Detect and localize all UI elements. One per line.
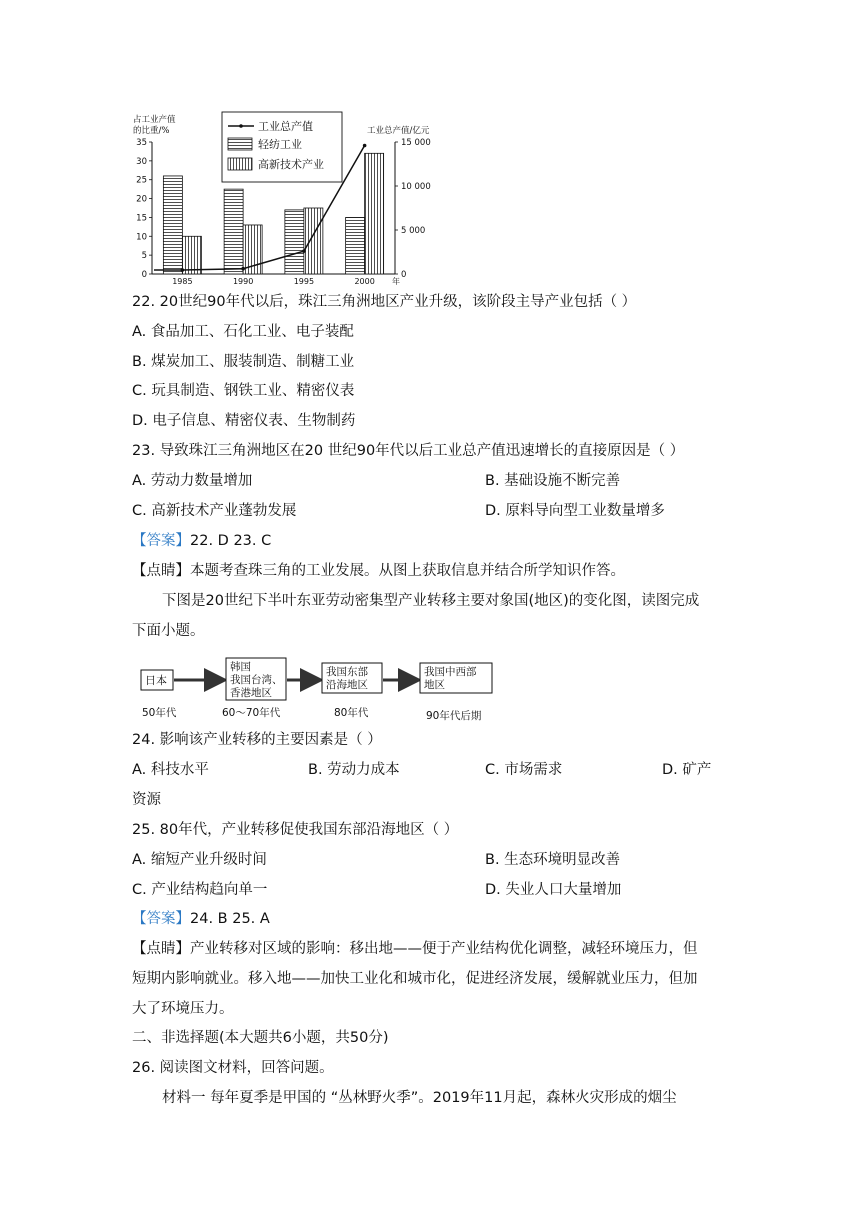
industry-chart-svg [130, 108, 450, 286]
right-tick-labels [395, 138, 431, 280]
left-tick-label: 0 [141, 270, 147, 280]
left-axis-label-2: 的比重/% [133, 126, 170, 136]
box-taiwan-label: 我国台湾、 [230, 674, 283, 686]
q25-option-d[interactable]: D. 失业人口大量增加 [485, 882, 622, 898]
output-point-1995 [302, 249, 306, 253]
era-label-90s: 90年代后期 [426, 710, 482, 721]
comment-tag: 【点睛】 [132, 563, 190, 579]
comment-text: 本题考查珠三角的工业发展。从图上获取信息并结合所学知识作答。 [190, 563, 625, 579]
box-korea-label: 韩国 [230, 661, 251, 673]
box-east-label-1: 我国东部 [326, 666, 368, 678]
legend-line-dot [239, 124, 243, 128]
x-unit-label: 年 [392, 277, 400, 286]
left-tick-label: 20 [136, 194, 147, 205]
comment-text: 产业转移对区域的影响：移出地——便于产业结构优化调整，减轻环境压力，但 [190, 941, 698, 957]
left-tick-label: 15 [136, 213, 147, 224]
q24-stem: 24. 影响该产业转移的主要因素是（ ） [132, 732, 382, 748]
left-tick-label: 5 [141, 251, 147, 262]
right-tick-label: 15 000 [401, 138, 431, 148]
box-cw-label-2: 地区 [424, 679, 445, 691]
legend-vpattern-swatch [228, 158, 252, 170]
q24-option-b[interactable]: B. 劳动力成本 [308, 762, 400, 778]
output-point-1985 [181, 268, 185, 272]
output-point-2000 [363, 144, 367, 148]
comment-24-25-line1 [132, 939, 698, 959]
box-japan-label: 日本 [145, 674, 167, 687]
q25-option-a[interactable]: A. 缩短产业升级时间 [132, 852, 267, 868]
left-tick-label: 10 [136, 232, 147, 243]
bar-textile-1990 [224, 189, 243, 274]
industry-chart [130, 108, 450, 286]
bar-textile-1985 [163, 176, 182, 274]
left-tick-label: 35 [136, 138, 147, 148]
q22-option-a[interactable]: A. 食品加工、石化工业、电子装配 [132, 324, 354, 340]
box-hk-label: 香港地区 [230, 687, 272, 699]
left-tick-label: 25 [136, 175, 147, 186]
answer-text: 22. D 23. C [190, 533, 272, 549]
x-tick-labels [172, 277, 375, 286]
bar-textile-2000 [346, 217, 365, 274]
bar-hightech-1985 [182, 236, 201, 274]
comment-tag: 【点睛】 [132, 941, 190, 957]
era-label-50s: 50年代 [142, 707, 177, 719]
right-axis-label: 工业总产值/亿元 [367, 126, 430, 136]
x-tick-label-1985: 1985 [172, 277, 193, 286]
comment-24-25-line3: 大了环境压力。 [132, 1001, 234, 1017]
q24-option-d-cont: 资源 [132, 792, 161, 808]
q24-option-c[interactable]: C. 市场需求 [485, 762, 563, 778]
era-label-80s: 80年代 [334, 707, 369, 719]
left-axis-label-1: 占工业产值 [133, 115, 176, 125]
bar-hightech-2000 [365, 153, 384, 274]
answer-tag: 【答案】 [132, 911, 190, 927]
right-tick-label: 5 000 [401, 226, 426, 236]
x-tick-label-1995: 1995 [293, 277, 315, 286]
q23-option-b[interactable]: B. 基础设施不断完善 [485, 473, 621, 489]
q25-option-c[interactable]: C. 产业结构趋向单一 [132, 882, 268, 898]
q25-stem: 25. 80年代，产业转移促使我国东部沿海地区（ ） [132, 822, 459, 838]
right-tick-label: 0 [401, 270, 407, 280]
answer-22-23 [132, 531, 271, 551]
comment-22-23 [132, 561, 625, 581]
x-tick-label-1990: 1990 [232, 277, 254, 286]
legend-hpattern-swatch [228, 138, 252, 150]
section-heading: 二、非选择题(本大题共6小题，共50分) [132, 1030, 389, 1046]
answer-text: 24. B 25. A [190, 911, 270, 927]
q26-stem: 26. 阅读图文材料，回答问题。 [132, 1060, 334, 1076]
bar-textile-1995 [285, 210, 304, 274]
q22-option-b[interactable]: B. 煤炭加工、服装制造、制糖工业 [132, 354, 355, 370]
q24-option-a[interactable]: A. 科技水平 [132, 762, 209, 778]
output-point-1990 [241, 267, 245, 271]
chart-legend [222, 112, 342, 182]
intro2-line2: 下面小题。 [132, 623, 205, 639]
bar-hightech-1995 [304, 208, 323, 274]
left-tick-labels [136, 138, 152, 280]
legend-item-output: 工业总产值 [258, 120, 313, 133]
answer-tag: 【答案】 [132, 533, 190, 549]
q23-option-d[interactable]: D. 原料导向型工业数量增多 [485, 503, 665, 519]
era-label-60-70s: 60～70年代 [222, 707, 281, 719]
legend-item-textile: 轻纺工业 [258, 138, 302, 151]
box-east-label-2: 沿海地区 [326, 679, 368, 691]
answer-24-25 [132, 909, 270, 929]
q23-option-a[interactable]: A. 劳动力数量增加 [132, 473, 253, 489]
q22-stem: 22. 20世纪90年代以后，珠江三角洲地区产业升级，该阶段主导产业包括（ ） [132, 294, 637, 310]
q26-material: 材料一 每年夏季是甲国的 “丛林野火季”。2019年11月起，森林火灾形成的烟尘 [162, 1090, 677, 1106]
intro2-line1: 下图是20世纪下半叶东亚劳动密集型产业转移主要对象国(地区)的变化图，读图完成 [162, 593, 700, 609]
comment-24-25-line2: 短期内影响就业。移入地——加快工业化和城市化，促进经济发展，缓解就业压力，但加 [132, 971, 698, 987]
q22-option-c[interactable]: C. 玩具制造、钢铁工业、精密仪表 [132, 383, 355, 399]
q23-stem: 23. 导致珠江三角洲地区在20 世纪90年代以后工业总产值迅速增长的直接原因是（ ） [132, 443, 685, 459]
q25-option-b[interactable]: B. 生态环境明显改善 [485, 852, 621, 868]
q22-option-d[interactable]: D. 电子信息、精密仪表、生物制药 [132, 413, 356, 429]
left-tick-label: 30 [136, 156, 147, 167]
q24-option-d[interactable]: D. 矿产 [662, 762, 712, 778]
legend-item-hightech: 高新技术产业 [258, 158, 324, 171]
transfer-flow-diagram [138, 653, 508, 721]
box-cw-label-1: 我国中西部 [424, 666, 477, 678]
x-tick-label-2000: 2000 [354, 277, 375, 286]
q23-option-c[interactable]: C. 高新技术产业蓬勃发展 [132, 503, 297, 519]
right-tick-label: 10 000 [401, 182, 431, 192]
